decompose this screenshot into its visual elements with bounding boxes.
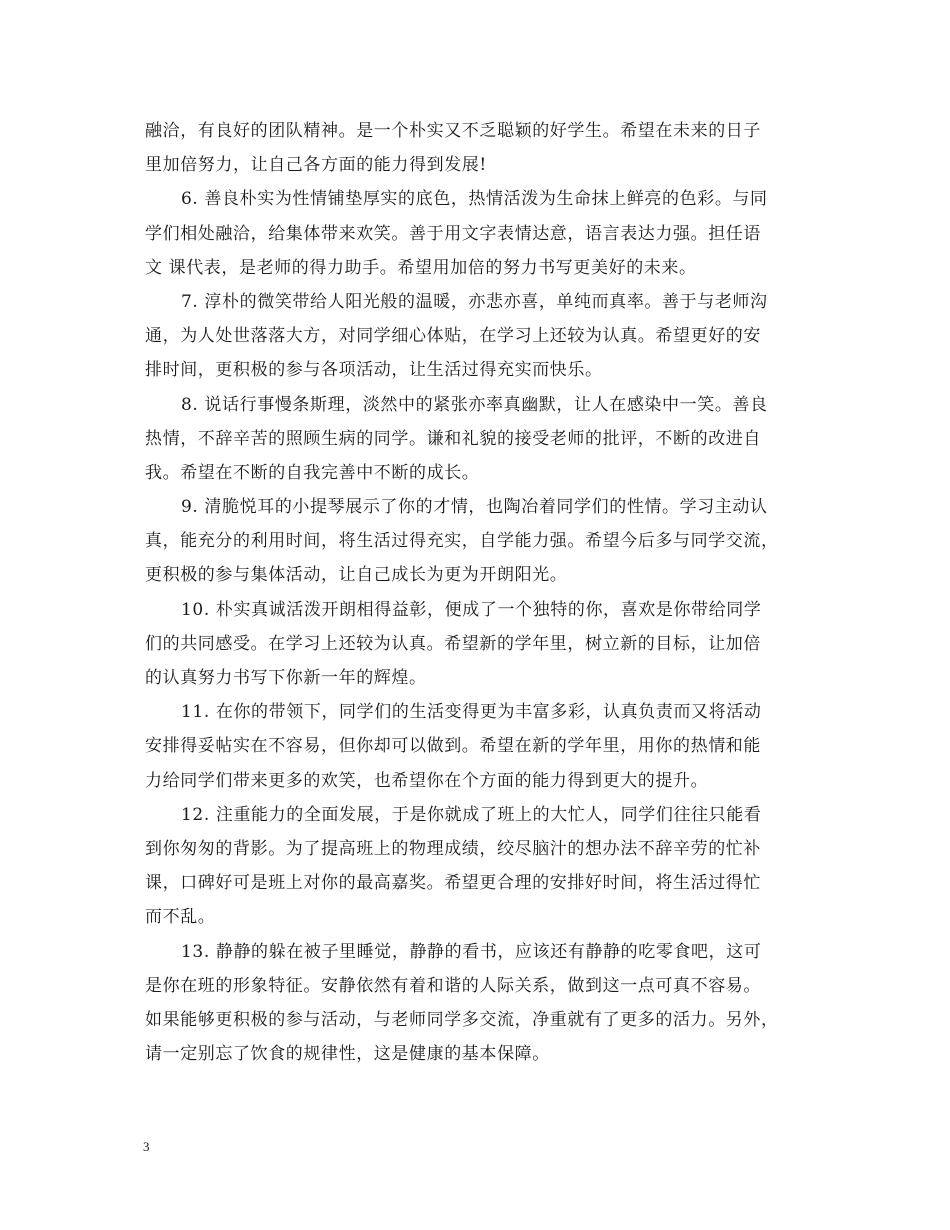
text-line: 8. 说话行事慢条斯理，淡然中的紧张亦率真幽默，让人在感染中一笑。善良 [181,394,768,415]
text-line: 到你匆匆的背影。为了提高班上的物理成绩，绞尽脑汁的想办法不辞辛劳的忙补 [145,838,761,859]
text-line: 安排得妥帖实在不容易，但你却可以做到。希望在新的学年里，用你的热情和能 [145,736,761,757]
text-line: 是你在班的形象特征。安静依然有着和谐的人际关系，做到这一点可真不容易。 [145,975,761,996]
text-line: 通，为人处世落落大方，对同学细心体贴，在学习上还较为认真。希望更好的安 [145,326,761,347]
text-line: 真，能充分的利用时间，将生活过得充实，自学能力强。希望今后多与同学交流， [145,531,779,552]
text-line: 排时间，更积极的参与各项活动，让生活过得充实而快乐。 [145,360,603,381]
text-line: 7. 淳朴的微笑带给人阳光般的温暖，亦悲亦喜，单纯而真率。善于与老师沟 [181,291,768,312]
text-line: 融洽，有良好的团队精神。是一个朴实又不乏聪颖的好学生。希望在未来的日子 [145,121,761,141]
text-line: 6. 善良朴实为性情铺垫厚实的底色，热情活泼为生命抹上鲜亮的色彩。与同 [181,189,768,210]
text-line: 力给同学们带来更多的欢笑，也希望你在个方面的能力得到更大的提升。 [145,770,709,791]
text-line: 而不乱。 [145,907,216,928]
text-line: 里加倍努力，让自己各方面的能力得到发展! [145,155,487,176]
text-line: 热情，不辞辛苦的照顾生病的同学。谦和礼貌的接受老师的批评，不断的改进自 [145,428,761,449]
document-body [145,117,815,1074]
text-line: 如果能够更积极的参与活动，与老师同学多交流，净重就有了更多的活力。另外， [145,1009,779,1030]
text-line: 我。希望在不断的自我完善中不断的成长。 [145,462,480,483]
text-line: 课，口碑好可是班上对你的最高嘉奖。希望更合理的安排好时间，将生活过得忙 [145,873,761,894]
page-number: 3 [143,1139,150,1154]
text-line: 更积极的参与集体活动，让自己成长为更为开朗阳光。 [145,565,568,586]
text-line: 请一定别忘了饮食的规律性，这是健康的基本保障。 [145,1044,550,1065]
text-line: 13. 静静的躲在被子里睡觉，静静的看书，应该还有静静的吃零食吧，这可 [181,941,762,962]
text-line: 们的共同感受。在学习上还较为认真。希望新的学年里，树立新的目标，让加倍 [145,633,761,654]
text-line: 12. 注重能力的全面发展，于是你就成了班上的大忙人，同学们往往只能看 [181,804,762,825]
text-line: 11. 在你的带领下，同学们的生活变得更为丰富多彩，认真负责而又将活动 [181,702,762,723]
text-line: 的认真努力书写下你新一年的辉煌。 [145,668,427,688]
text-line: 文 课代表，是老师的得力助手。希望用加倍的努力书写更美好的未来。 [145,257,697,278]
text-line: 9. 清脆悦耳的小提琴展示了你的才情，也陶冶着同学们的性情。学习主动认 [181,497,768,518]
text-line: 10. 朴实真诚活泼开朗相得益彰，便成了一个独特的你，喜欢是你带给同学 [181,599,762,620]
text-line: 学们相处融洽，给集体带来欢笑。善于用文字表情达意，语言表达力强。担任语 [145,223,761,244]
